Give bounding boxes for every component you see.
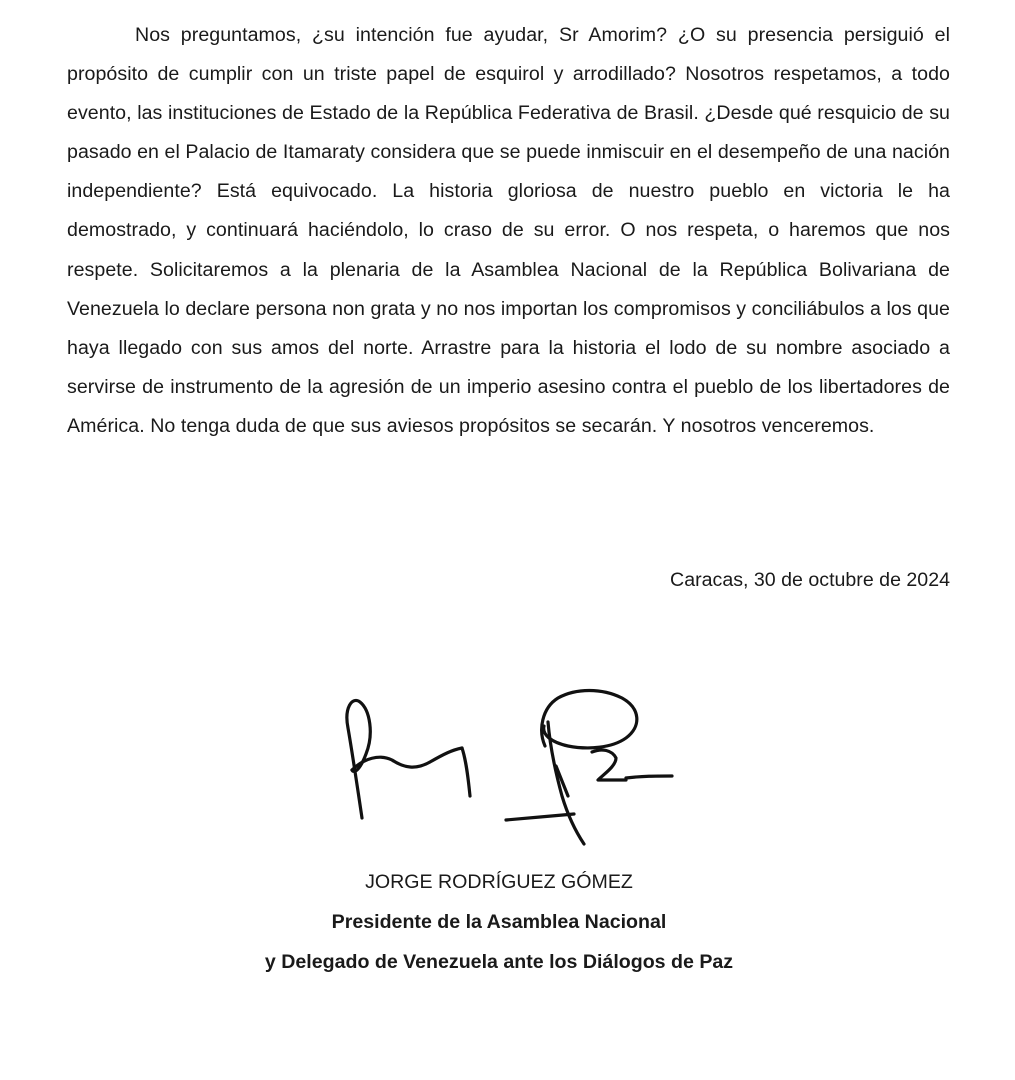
signer-block — [0, 862, 1015, 982]
signer-title-line2: y Delegado de Venezuela ante los Diálogos de Paz — [264, 951, 734, 973]
handwritten-signature — [330, 676, 690, 856]
date-line: Caracas, 30 de octubre de 2024 — [670, 569, 950, 591]
body-paragraph: Nos preguntamos, ¿su intención fue ayudar, Sr Amorim? ¿O su presencia persiguió el propósito de cumplir con un triste papel de esquirol y arrodillado? Nosotros respetamos, a todo evento, las instituciones de Estado de la República Federativa de Brasil. ¿Desde qué resquicio de su pasado en el Palacio de Itamaraty considera que se puede inmiscuir en el desempeño de una nación independiente? Está equivocado. La historia gloriosa de nuestro pueblo en victoria le ha demostrado, y continuará haciéndolo, lo craso de su error. O nos respeta, o haremos que nos respete. Solicitaremos a la plenaria de la Asamblea Nacional de la República Bolivariana de Venezuela lo declare persona non grata y no nos importan los compromisos y conciliábulos a los que haya llegado con sus amos del norte. Arrastre para la historia el lodo de su nombre asociado a servirse de instrumento de la agresión de un imperio asesino contra el pueblo de los libertadores de América. No tenga duda de que sus aviesos propósitos se secarán. Y nosotros venceremos. — [67, 24, 950, 437]
signer-name: JORGE RODRÍGUEZ GÓMEZ — [365, 871, 633, 893]
signer-title-line1: Presidente de la Asamblea Nacional — [331, 911, 667, 933]
